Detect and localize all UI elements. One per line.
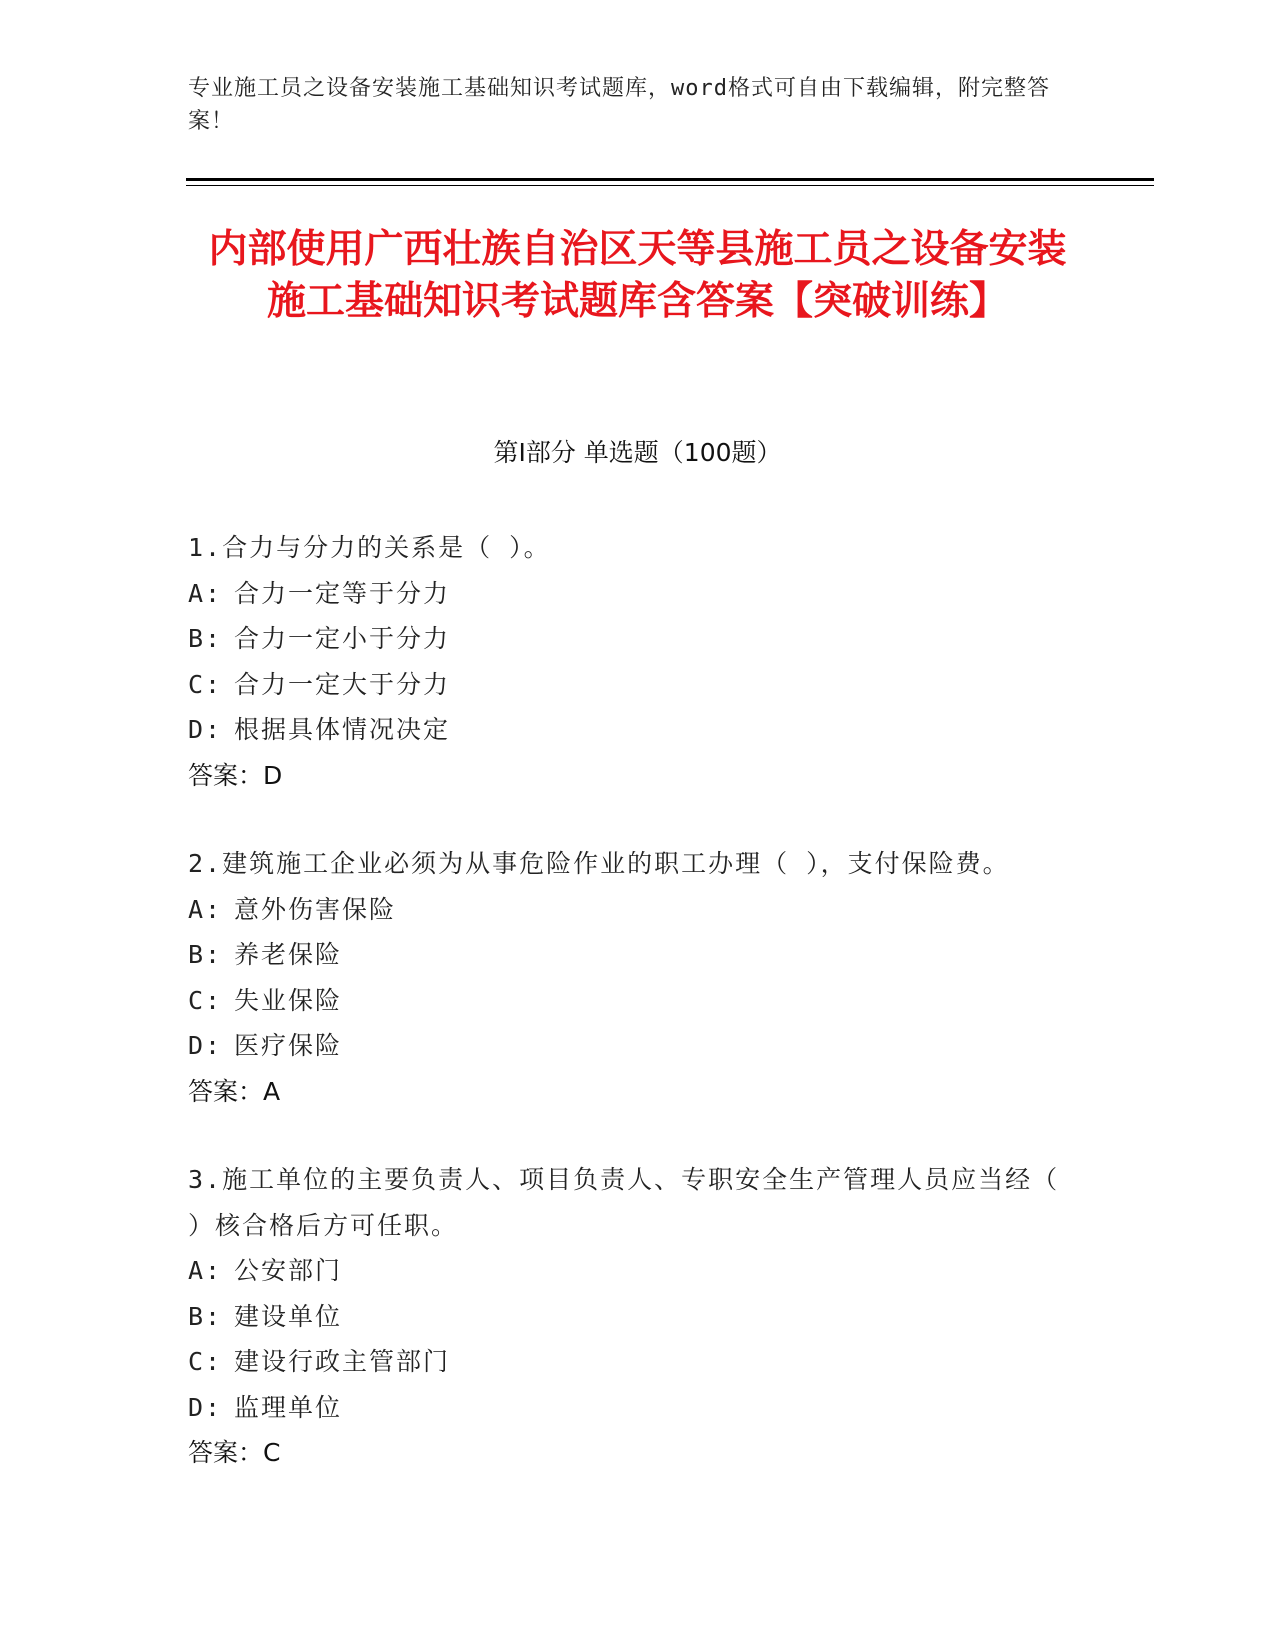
option-d	[188, 707, 1068, 753]
option-key: A:	[188, 578, 223, 608]
option-c	[188, 1339, 1068, 1385]
option-key: B:	[188, 940, 223, 969]
option-a	[188, 1248, 1068, 1294]
header-rule-thick	[186, 178, 1154, 181]
question-3	[188, 1157, 1068, 1476]
option-text: 养老保险	[234, 940, 343, 969]
option-text: 建设行政主管部门	[234, 1347, 451, 1376]
option-text: 失业保险	[234, 985, 343, 1015]
option-key: D:	[188, 1031, 223, 1060]
header-rule-thin	[186, 185, 1154, 186]
option-b	[188, 616, 1068, 662]
header-note: 专业施工员之设备安装施工基础知识考试题库，word格式可自由下载编辑，附完整答案！	[188, 76, 1050, 134]
option-c	[188, 662, 1068, 708]
option-c	[188, 978, 1068, 1024]
option-key: A:	[188, 1256, 223, 1285]
question-stem: 3.施工单位的主要负责人、项目负责人、专职安全生产管理人员应当经（ ）核合格后方可任职。	[188, 1165, 1060, 1240]
option-b	[188, 1294, 1068, 1340]
option-key: C:	[188, 985, 223, 1015]
option-text: 医疗保险	[234, 1031, 343, 1060]
question-stem: 1.合力与分力的关系是（ ）。	[188, 533, 551, 562]
option-key: B:	[188, 624, 223, 653]
answer-line: 答案：C	[188, 1438, 281, 1467]
option-text: 合力一定等于分力	[234, 578, 451, 608]
question-list	[188, 525, 1068, 1519]
answer-line: 答案：D	[188, 760, 283, 790]
option-a	[188, 887, 1068, 933]
question-2	[188, 841, 1068, 1114]
answer-line: 答案：A	[188, 1076, 281, 1106]
option-key: D:	[188, 715, 223, 744]
option-d	[188, 1023, 1068, 1069]
option-key: A:	[188, 894, 223, 924]
option-text: 根据具体情况决定	[234, 715, 451, 744]
option-text: 建设单位	[234, 1301, 343, 1331]
option-text: 合力一定小于分力	[234, 624, 451, 653]
option-key: C:	[188, 669, 223, 699]
option-text: 意外伤害保险	[234, 894, 397, 924]
option-text: 公安部门	[234, 1256, 343, 1285]
section-heading: 第Ⅰ部分 单选题（100题）	[493, 438, 782, 467]
option-d	[188, 1385, 1068, 1431]
option-a	[188, 571, 1068, 617]
option-text: 合力一定大于分力	[234, 669, 451, 699]
option-key: B:	[188, 1301, 223, 1331]
option-key: C:	[188, 1347, 223, 1376]
question-stem: 2.建筑施工企业必须为从事危险作业的职工办理（ ），支付保险费。	[188, 849, 1010, 878]
option-key: D:	[188, 1392, 223, 1422]
question-1	[188, 525, 1068, 798]
option-b	[188, 932, 1068, 978]
option-text: 监理单位	[234, 1392, 343, 1422]
document-title: 内部使用广西壮族自治区天等县施工员之设备安装施工基础知识考试题库含答案【突破训练】	[208, 227, 1067, 324]
